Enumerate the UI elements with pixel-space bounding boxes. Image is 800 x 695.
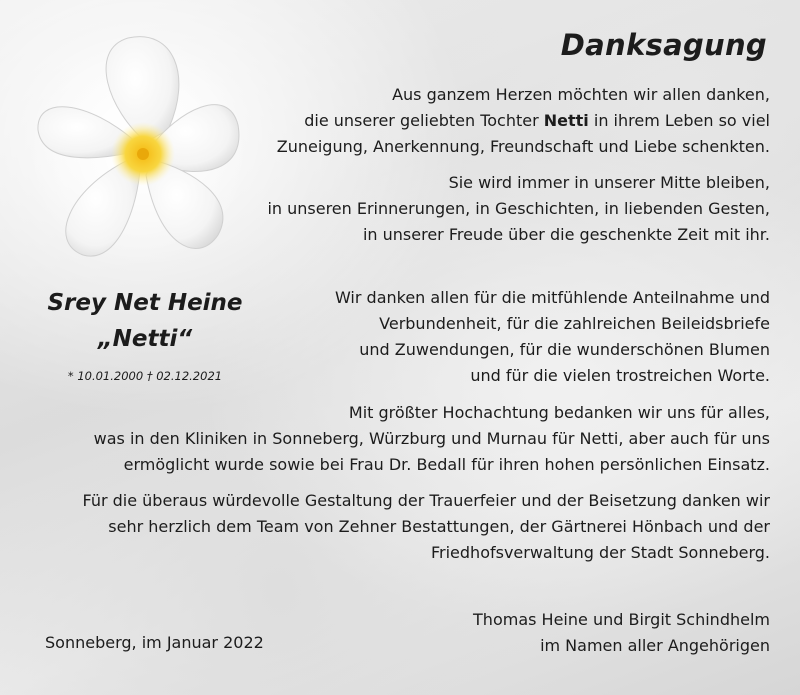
- signature-names: Thomas Heine und Birgit Schindhelm: [473, 610, 770, 629]
- thanks-line: und Zuwendungen, für die wunderschönen Blumen: [359, 340, 770, 359]
- thanks-paragraph: [335, 285, 770, 389]
- deceased-name: Srey Net Heine: [47, 290, 243, 316]
- funeral-line: Friedhofsverwaltung der Stadt Sonneberg.: [430, 543, 770, 562]
- memory-line: in unseren Erinnerungen, in Geschichten, in liebenden Gesten,: [267, 199, 770, 218]
- thanks-line: Wir danken allen für die mitfühlende Anteilnahme und: [334, 288, 770, 307]
- place-date: Sonneberg, im Januar 2022: [45, 633, 264, 652]
- clinics-line: was in den Kliniken in Sonneberg, Würzburg und Murnau für Netti, aber auch für uns: [93, 429, 770, 448]
- funeral-line: Für die überaus würdevolle Gestaltung der Trauerfeier und der Beisetzung danken wir: [82, 491, 770, 510]
- thanks-line: Verbundenheit, für die zahlreichen Beileidsbriefe: [379, 314, 770, 333]
- page-title: Danksagung: [560, 28, 767, 62]
- intro-line: die unserer geliebten Tochter Netti in ihrem Leben so viel: [304, 111, 770, 130]
- memory-paragraph: [267, 170, 770, 248]
- clinics-line: Mit größter Hochachtung bedanken wir uns für alles,: [348, 403, 770, 422]
- clinics-line: ermöglicht wurde sowie bei Frau Dr. Bedall für ihren hohen persönlichen Einsatz.: [123, 455, 770, 474]
- deceased-dates: * 10.01.2000 † 02.12.2021: [67, 369, 223, 383]
- thanks-line: und für die vielen trostreichen Worte.: [470, 366, 770, 385]
- funeral-paragraph: [82, 488, 770, 566]
- funeral-line: sehr herzlich dem Team von Zehner Bestattungen, der Gärtnerei Hönbach und der: [108, 517, 770, 536]
- intro-line: Zuneigung, Anerkennung, Freundschaft und Liebe schenkten.: [276, 137, 770, 156]
- intro-line: Aus ganzem Herzen möchten wir allen danken,: [392, 85, 770, 104]
- signature-block: [473, 607, 770, 659]
- deceased-nickname: „Netti“: [97, 326, 193, 352]
- intro-paragraph: [277, 82, 770, 160]
- memory-line: in unserer Freude über die geschenkte Zeit mit ihr.: [362, 225, 770, 244]
- clinics-paragraph: [94, 400, 770, 478]
- memory-line: Sie wird immer in unserer Mitte bleiben,: [448, 173, 770, 192]
- signature-note: im Namen aller Angehörigen: [540, 636, 770, 655]
- deceased-name-block: [30, 285, 260, 357]
- highlighted-name: Netti: [543, 111, 589, 130]
- frangipani-flower-image: [28, 30, 248, 270]
